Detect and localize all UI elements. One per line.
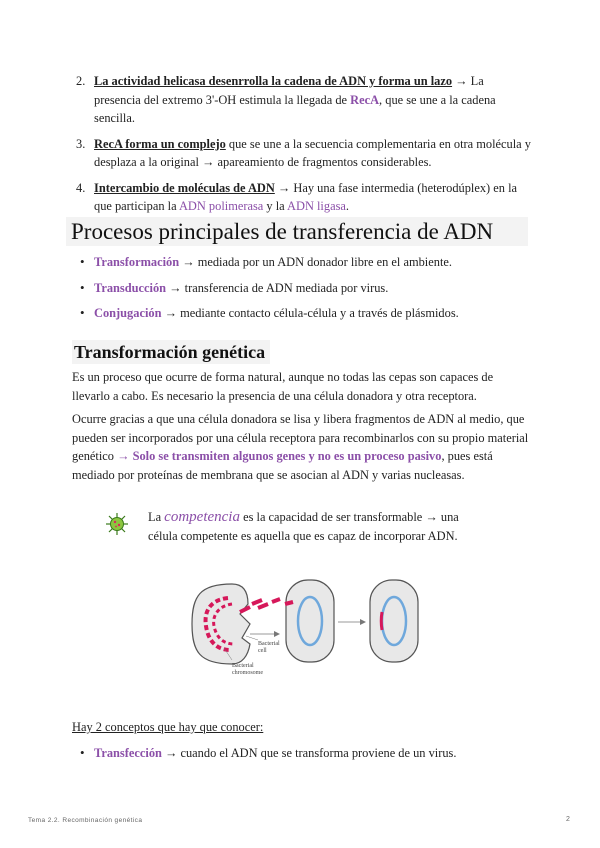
adn-polimerasa-link[interactable]: ADN polimerasa <box>178 199 264 213</box>
callout-text <box>148 508 480 545</box>
section-heading: Procesos principales de transferencia de ADN <box>66 217 528 246</box>
donor-cell <box>192 584 250 664</box>
step-title: RecA forma un complejo <box>94 136 226 151</box>
process-term[interactable]: Conjugación <box>94 306 162 320</box>
paragraph-text: , pues está mediado por proteínas de membrana que se asocian al ADN y varias nucleasas. <box>72 449 493 482</box>
competencia-term: competencia <box>164 509 240 525</box>
adn-ligasa-link[interactable]: ADN ligasa <box>287 199 346 213</box>
dna-fragment <box>252 600 262 604</box>
step-number: 3. <box>76 136 86 151</box>
step-text: y la <box>263 199 288 213</box>
callout-box <box>100 508 480 545</box>
step-item <box>72 179 532 216</box>
dna-fragment <box>272 599 280 602</box>
process-item <box>72 304 532 323</box>
page-number: 2 <box>566 816 570 823</box>
dna-fragment <box>258 604 268 608</box>
concept-item <box>72 744 532 763</box>
arrow-1-head <box>274 631 280 637</box>
subsection-heading: Transformación genética <box>72 340 270 364</box>
step-number: 4. <box>76 180 86 195</box>
step-item <box>72 72 532 128</box>
step-title: Intercambio de moléculas de ADN <box>94 180 275 195</box>
step-item <box>72 135 532 172</box>
callout-text-part: es la capacidad de ser transformable → una célula competente es aquella que es capaz de incorporar ADN. <box>148 510 459 543</box>
label-leader <box>246 636 258 640</box>
virus-icon <box>104 512 130 536</box>
highlight-text: → Solo se transmiten algunos genes y no es un proceso pasivo <box>117 449 442 463</box>
process-item <box>72 253 532 272</box>
label-bacterial-cell: cell <box>258 648 267 654</box>
step-number: 2. <box>76 74 86 88</box>
arrow-2-head <box>360 619 366 625</box>
processes-list <box>72 253 532 330</box>
process-item <box>72 279 532 298</box>
process-term[interactable]: Transducción <box>94 280 167 295</box>
step-text: que se une a la secuencia complementaria en otra molécula y desplaza a la original → apareamiento de fragmentos considerables. <box>94 136 531 169</box>
label-bacterial-cell: Bacterial <box>258 641 280 647</box>
step-text: , que se une a la cadena sencilla. <box>94 92 496 125</box>
step-text: . <box>345 199 349 213</box>
dna-fragment <box>285 602 293 604</box>
concept-term[interactable]: Transfección <box>94 746 162 760</box>
concept-desc: → cuando el ADN que se transforma proviene de un virus. <box>161 746 457 760</box>
recombinant-cell <box>370 580 418 662</box>
reca-link[interactable]: RecA <box>350 92 380 107</box>
recombined-segment <box>381 612 382 630</box>
callout-text-part: La <box>148 510 165 524</box>
step-title: La actividad helicasa desenrrolla la cadena de ADN y forma un lazo <box>94 74 453 88</box>
concepts-intro: Hay 2 conceptos que hay que conocer: <box>72 720 264 734</box>
concepts-list <box>72 744 532 770</box>
transformation-figure <box>190 574 430 684</box>
receptor-cell <box>286 580 334 662</box>
label-bacterial-chromosome: Bacterial <box>232 663 254 669</box>
process-term[interactable]: Transformación <box>94 255 180 269</box>
process-desc: → mediante contacto célula-célula y a través de plásmidos. <box>161 306 459 320</box>
steps-list <box>72 72 532 223</box>
paragraph: Es un proceso que ocurre de forma natural, aunque no todas las cepas son capaces de llevarlo a cabo. Es necesario la presencia de una célula donadora y otra receptora. <box>72 370 494 403</box>
footer-title: Tema 2.2. Recombinación genética <box>28 817 143 824</box>
process-desc: → transferencia de ADN mediada por virus. <box>166 280 389 295</box>
paragraph <box>72 410 532 484</box>
process-desc: → mediada por un ADN donador libre en el ambiente. <box>179 255 452 269</box>
step-text: → Hay una fase intermedia (heterodúplex) en la que participan la <box>94 180 518 213</box>
label-bacterial-chromosome: chromosome <box>232 670 263 676</box>
step-text: → La presencia del extremo 3'-OH estimula la llegada de <box>94 74 484 107</box>
paragraph-text: Ocurre gracias a que una célula donadora se lisa y libera fragmentos de ADN al medio, que pueden ser incorporados por una célula receptora para recombinarlos con su propio material genético <box>72 412 529 463</box>
